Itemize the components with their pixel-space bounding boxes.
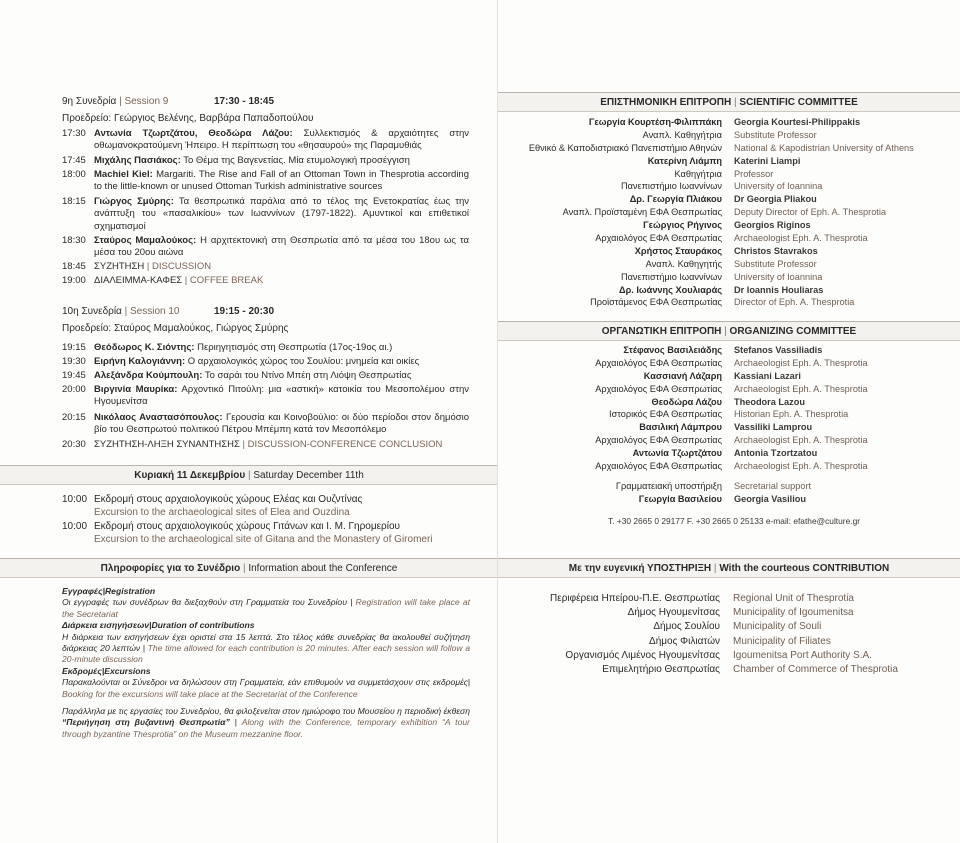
scientific-committee-header: ΕΠΙΣΤΗΜΟΝΙΚΗ ΕΠΙΤΡΟΠΗ | SCIENTIFIC COMMITTEE [498, 92, 960, 112]
session-chairs: Προεδρείο: Σταύρος Μαμαλούκος, Γιώργος Σμύρης [62, 323, 289, 334]
committee-member-row: Αναπλ. Καθηγητής Substitute Professor [645, 258, 817, 269]
committee-member-row: Δρ. Ιωάννης Χουλιαράς Dr Ioannis Houliaras [618, 284, 824, 295]
excursion-item: 10:00 Εκδρομή στους αρχαιολογικούς χώρους Ελέας και Ουζντίνας Excursion to the archaeological sites of Elea and Ouzdina [62, 494, 363, 518]
session-10-list [62, 342, 469, 453]
committee-member-row: Κατερίνη Λιάμπη Katerini Liampi [647, 155, 801, 166]
sponsor-row: Δήμος Φιλιατών Municipality of Filiates [649, 635, 831, 647]
session-9-list [62, 128, 469, 289]
committee-member-row: Αρχαιολόγος ΕΦΑ Θεσπρωτίας Archaeologist Eph. A. Thesprotia [595, 383, 868, 394]
talk-row: 20:00 Βιργινία Μαυρίκα: Αρχοντικό Πιτούλη: μια «αστική» κατοικία του Μεσοπολέμου στην Ηγουμενίτσα [62, 384, 469, 408]
talk-row: 17:45 Μιχάλης Πασιάκος: Το Θέμα της Βαγενετίας. Μία ετυμολογική προσέγγιση [62, 155, 410, 166]
right-column [498, 0, 960, 843]
secretariat-row: Γραμματειακή υποστήριξη Secretarial support [615, 481, 812, 491]
talk-row: 18:15 Γιώργος Σμύρης: Τα θεσπρωτικά παράλια από το τέλος της Ενετοκρατίας έως την ανάπτυξη του «πασαλικίου» των Ιωαννίνων (1797-1822). Αμυντικοί και επιθετικοί σχηματισμοί [62, 196, 470, 232]
committee-member-row: Στέφανος Βασιλειάδης Stefanos Vassiliadis [623, 345, 823, 355]
committee-member-row: Αρχαιολόγος ΕΦΑ Θεσπρωτίας Archaeologist Eph. A. Thesprotia [595, 357, 868, 368]
talk-row: 20:15 Νικόλαος Αναστασόπουλος: Γερουσία και Κοινοβούλιο: οι δύο περίοδοι στον δημόσιο βίο του Θεσπρωτού πολιτικού Πέτρου Μπέμπη κατά τον Μεσοπόλεμο [62, 412, 470, 436]
committee-member-row: Δρ. Γεωργία Πλιάκου Dr Georgia Pliakou [629, 194, 817, 205]
excursion-item: 10:00 Εκδρομή στους αρχαιολογικούς χώρους Γιτάνων και Ι. Μ. Γηρομερίου Excursion to the archaeological site of Gitana and the Monastery of Giromeri [62, 521, 433, 545]
committee-member-row: Αναπλ. Καθηγήτρια Substitute Professor [642, 129, 817, 140]
committee-member-row: Προϊστάμενος ΕΦΑ Θεσπρωτίας Director of Eph. A. Thesprotia [590, 297, 855, 308]
discussion-row: 18:45 ΣΥΖΗΤΗΣΗ | DISCUSSION [62, 261, 212, 272]
secretariat-row: Γεωργία Βασιλείου Georgia Vasiliou [638, 493, 806, 504]
contact-line: T. +30 2665 0 29177 F. +30 2665 0 25133 e-mail: efathe@culture.gr [608, 516, 861, 526]
talk-row: 19:45 Αλεξάνδρα Κούμπουλη: Το σαράι του Ντίνο Μπέη στη Λιόψη Θεσπρωτίας [62, 370, 412, 381]
committee-member-row: Αρχαιολόγος ΕΦΑ Θεσπρωτίας Archaeologist Eph. A. Thesprotia [595, 233, 868, 244]
session-label-en: Session 10 [130, 306, 180, 317]
info-header: Πληροφορίες για το Συνέδριο | Information about the Conference [0, 558, 498, 578]
talk-row: 18:30 Σταύρος Μαμαλούκος: Η αρχιτεκτονική στη Θεσπρωτία από τα μέσα του 18ου ως τα μέσα του 20ου αιώνα [62, 235, 470, 259]
committee-member-row: Εθνικό & Καποδιστριακό Πανεπιστήμιο Αθηνών National & Kapodistrian University of Athens [528, 142, 914, 153]
committee-member-row: Θεοδώρα Λάζου Theodora Lazou [651, 396, 805, 407]
sunday-header: Κυριακή 11 Δεκεμβρίου | Saturday December 11th [0, 465, 498, 485]
committee-member-row: Βασιλική Λάμπρου Vassiliki Lamprou [639, 422, 813, 433]
conclusion-row: 20:30 ΣΥΖΗΤΗΣΗ-ΛΗΞΗ ΣΥΝΑΝΤΗΣΗΣ | DISCUSSION-CONFERENCE CONCLUSION [62, 439, 443, 450]
committee-member-row: Αρχαιολόγος ΕΦΑ Θεσπρωτίας Archaeologist Eph. A. Thesprotia [595, 435, 868, 446]
committee-member-row: Αναπλ. Προϊσταμένη ΕΦΑ Θεσπρωτίας Deputy Director of Eph. A. Thesprotia [562, 207, 887, 218]
session-time: 19:15 - 20:30 [214, 306, 275, 317]
excursions-list [62, 493, 482, 546]
committee-member-row: Γεώργιος Ρήγινος Georgios Riginos [643, 220, 811, 231]
info-block: Εγγραφές|Registration Οι εγγραφές των συνέδρων θα διεξαχθούν στη Γραμματεία του Συνεδρίου | Registration will take place at the Secretariat Διάρκεια εισηγήσεων|Duration of contributions Η διάρκεια των εισηγήσεων έχει οριστεί στα 15 λεπτά. Στο τέλος κάθε συνεδρίας θα ακολουθεί συζήτηση διάρκειας 20 λεπτών | The time allowed for each contribution is 20 minutes. After each session will follow a 20-minute discussion Εκδρομές|Excursions Παρακαλούνται οι Σύνεδροι να δηλώσουν στη Γραμματεία, εάν επιθυμούν να συμμετάσχουν στις εκδρομές| Booking for the excursions will take place at the Secretariat of the Conference Παράλληλα με τις εργασίες του Συνεδρίου, θα φιλοξενείται στον ημιώροφο του Μουσείου η περιοδική έκθεση “Περιήγηση στη βυζαντινή Θεσπρωτία” | Along with the Conference, temporary exhibition “A tour through byzantine Thesprotia” on the Museum mezzanine floor. [62, 586, 471, 739]
committee-member-row: Κασσιανή Λάζαρη Kassiani Lazari [643, 370, 801, 381]
committee-member-row: Ιστορικός ΕΦΑ Θεσπρωτίας Historian Eph. A. Thesprotia [609, 409, 849, 420]
session-time: 17:30 - 18:45 [214, 96, 275, 107]
contribution-list [498, 592, 960, 677]
contribution-header: Με την ευγενική ΥΠΟΣΤΗΡΙΞΗ | With the courteous CONTRIBUTION [498, 558, 960, 578]
sponsor-row: Οργανισμός Λιμένος Ηγουμενίτσας Igoumenitsa Port Authority S.A. [565, 649, 872, 661]
sponsor-row: Επιμελητήριο Θεσπρωτίας Chamber of Commerce of Thesprotia [602, 663, 898, 675]
committee-member-row: Πανεπιστήμιο Ιωαννίνων University of Ioannina [620, 181, 823, 192]
session-label-gr: 9η Συνεδρία [62, 96, 117, 107]
committee-member-row: Καθηγήτρια Professor [674, 168, 774, 179]
sponsor-row: Περιφέρεια Ηπείρου-Π.Ε. Θεσπρωτίας Regional Unit of Thesprotia [550, 593, 854, 604]
organizing-committee-list [498, 344, 960, 473]
sponsor-row: Δήμος Σουλίου Municipality of Souli [653, 621, 822, 633]
committee-member-row: Χρήστος Σταυράκος Christos Stavrakos [634, 245, 818, 256]
secretariat-list [498, 480, 960, 506]
sponsor-row: Δήμος Ηγουμενίτσας Municipality of Igoumenitsa [627, 607, 854, 619]
session-label-gr: 10η Συνεδρία [62, 306, 122, 317]
talk-row: 19:30 Ειρήνη Καλογιάννη: Ο αρχαιολογικός χώρος του Σουλίου: μνημεία και οικίες [62, 356, 420, 367]
session-9-header: 9η Συνεδρία | Session 9 17:30 - 18:45 Προεδρείο: Γεώργιος Βελένης, Βαρβάρα Παπαδοπούλου [62, 95, 482, 125]
committee-member-row: Γεωργία Κουρτέση-Φιλιππάκη Georgia Kourtesi-Philippakis [588, 117, 861, 127]
organizing-committee-header: ΟΡΓΑΝΩΤΙΚΗ ΕΠΙΤΡΟΠΗ | ORGANIZING COMMITTEE [498, 321, 960, 341]
session-10-header: 10η Συνεδρία | Session 10 19:15 - 20:30 Προεδρείο: Σταύρος Μαμαλούκος, Γιώργος Σμύρης [62, 305, 482, 335]
scientific-committee-list [498, 116, 960, 309]
talk-row: 19:15 Θεόδωρος Κ. Σιόντης: Περιηγητισμός στη Θεσπρωτία (17ος-19ος αι.) [62, 342, 393, 353]
session-label-en: Session 9 [124, 96, 169, 107]
talk-row: 18:00 Machiel Kiel: Margariti. The Rise and Fall of an Ottoman Town in Thesprotia according to the little-known or unused Ottoman Turkish administrative sources [62, 169, 470, 193]
committee-member-row: Αρχαιολόγος ΕΦΑ Θεσπρωτίας Archaeologist Eph. A. Thesprotia [595, 461, 868, 472]
committee-member-row: Αντωνία Τζωρτζάτου Antonia Tzortzatou [632, 448, 818, 459]
talk-row: 17:30 Αντωνία Τζωρτζάτου, Θεοδώρα Λάζου: Συλλεκτισμός & αρχαιότητες στην οθωμανοκρατούμενη Ήπειρο. Η περίπτωση του «θησαυρού» της Παραμυθιάς [62, 128, 469, 152]
break-row: 19:00 ΔΙΑΛΕΙΜΜΑ-ΚΑΦΕΣ | COFFEE BREAK [62, 275, 264, 286]
committee-member-row: Πανεπιστήμιο Ιωαννίνων University of Ioannina [620, 271, 823, 282]
session-chairs: Προεδρείο: Γεώργιος Βελένης, Βαρβάρα Παπαδοπούλου [62, 113, 314, 124]
